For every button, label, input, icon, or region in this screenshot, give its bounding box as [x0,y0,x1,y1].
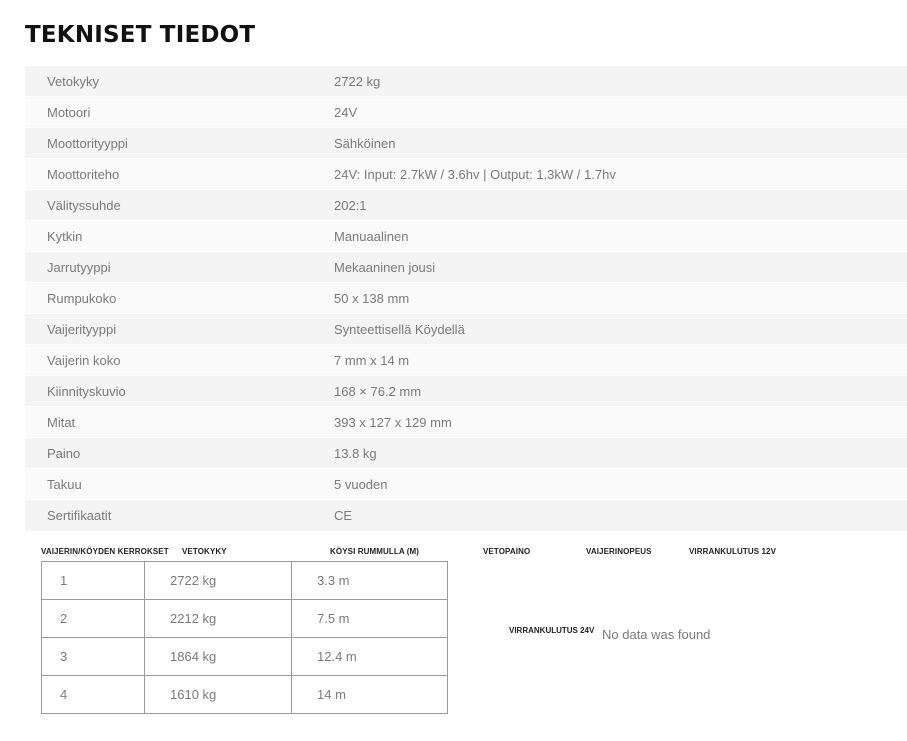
spec-row [25,97,907,128]
header-line-speed: VAIJERINOPEUS [586,547,652,556]
spec-value: CE [334,500,907,531]
rope-on-drum-cell: 3.3 m [292,562,448,600]
spec-row [25,283,907,314]
layer-table [41,561,448,714]
pull-capacity-cell: 2722 kg [145,562,292,600]
spec-label: Vetokyky [25,66,334,97]
spec-row [25,190,907,221]
spec-value: Sähköinen [334,128,907,159]
header-pull-weight: VETOPAINO [483,547,531,556]
spec-label: Välityssuhde [25,190,334,221]
rope-on-drum-cell: 14 m [292,676,448,714]
spec-value: 24V [334,97,907,128]
rope-on-drum-cell: 7.5 m [292,600,448,638]
layer-table-header [0,547,907,559]
spec-label: Paino [25,438,334,469]
spec-value: 168 × 76.2 mm [334,376,907,407]
spec-label: Rumpukoko [25,283,334,314]
page-title: TEKNISET TIEDOT [25,22,256,48]
spec-value: Mekaaninen jousi [334,252,907,283]
spec-row [25,407,907,438]
spec-value: 7 mm x 14 m [334,345,907,376]
spec-row [25,159,907,190]
spec-row [25,66,907,97]
pull-capacity-cell: 1864 kg [145,638,292,676]
spec-value: 2722 kg [334,66,907,97]
spec-row [25,314,907,345]
header-pull-capacity: VETOKYKY [182,547,227,556]
spec-value: 24V: Input: 2.7kW / 3.6hv | Output: 1.3kW / 1.7hv [334,159,907,190]
spec-row [25,221,907,252]
spec-row [25,252,907,283]
spec-label: Moottoriteho [25,159,334,190]
table-row [42,676,448,714]
spec-label: Moottorityyppi [25,128,334,159]
spec-value: 202:1 [334,190,907,221]
spec-value: Synteettisellä Köydellä [334,314,907,345]
spec-row [25,376,907,407]
spec-label: Sertifikaatit [25,500,334,531]
spec-row [25,438,907,469]
spec-row [25,500,907,531]
pull-capacity-cell: 2212 kg [145,600,292,638]
spec-label: Vaijerityyppi [25,314,334,345]
table-row [42,600,448,638]
pull-capacity-cell: 1610 kg [145,676,292,714]
header-layers: VAIJERIN/KÖYDEN KERROKSET [41,547,169,556]
spec-value: 5 vuoden [334,469,907,500]
spec-label: Kytkin [25,221,334,252]
spec-row [25,469,907,500]
spec-row [25,345,907,376]
spec-label: Jarrutyyppi [25,252,334,283]
spec-value: Manuaalinen [334,221,907,252]
header-rope-on-drum: KÖYSI RUMMULLA (M) [330,547,420,556]
spec-label: Motoori [25,97,334,128]
header-current-24v: VIRRANKULUTUS 24V [509,626,595,635]
table-row [42,562,448,600]
header-current-12v: VIRRANKULUTUS 12V [689,547,777,556]
spec-label: Vaijerin koko [25,345,334,376]
layer-number-cell: 2 [42,600,145,638]
no-data-message: No data was found [602,627,711,642]
spec-value: 393 x 127 x 129 mm [334,407,907,438]
spec-label: Kiinnityskuvio [25,376,334,407]
table-row [42,638,448,676]
layer-number-cell: 3 [42,638,145,676]
spec-value: 50 x 138 mm [334,283,907,314]
layer-number-cell: 4 [42,676,145,714]
spec-label: Mitat [25,407,334,438]
spec-label: Takuu [25,469,334,500]
spec-row [25,128,907,159]
spec-value: 13.8 kg [334,438,907,469]
layer-number-cell: 1 [42,562,145,600]
rope-on-drum-cell: 12.4 m [292,638,448,676]
spec-table [25,65,907,531]
